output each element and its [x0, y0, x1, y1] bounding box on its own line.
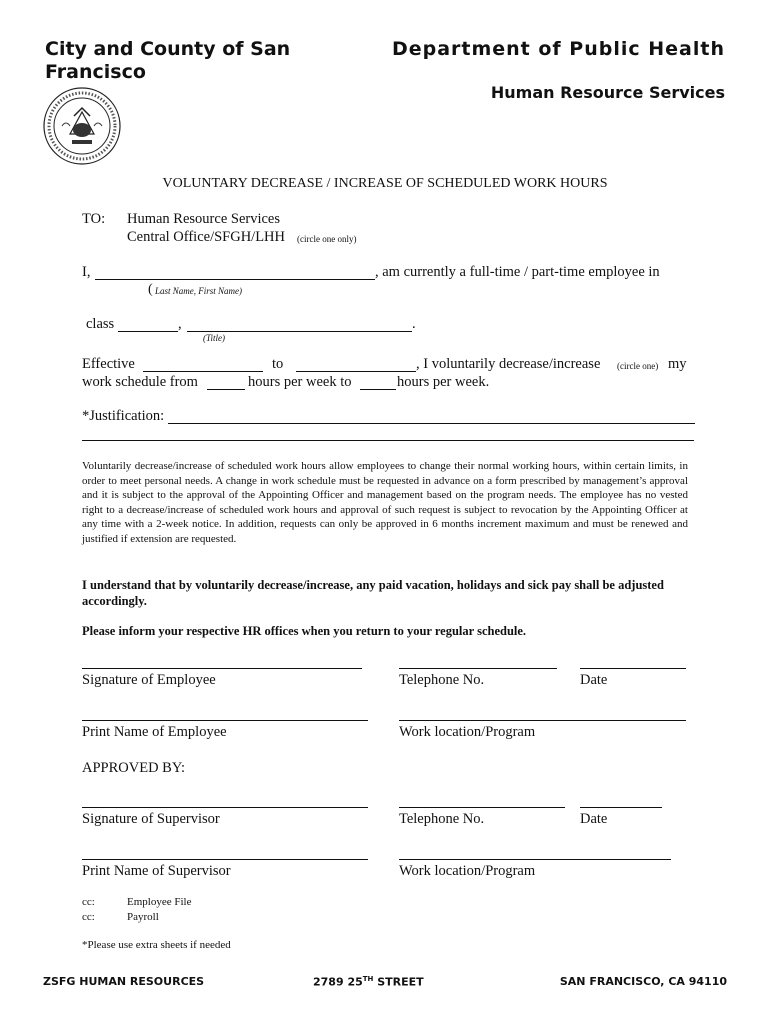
circle-one-note: (circle one only): [297, 234, 357, 244]
employee-date-field[interactable]: [580, 668, 686, 669]
effective-from-date-field[interactable]: [143, 371, 263, 372]
understand-statement: I understand that by voluntarily decrease/increase, any paid vacation, holidays and sick pay shall be adjusted accordingly.: [82, 578, 664, 608]
footer-city: SAN FRANCISCO, CA 94110: [559, 975, 727, 988]
footer-street: [313, 975, 424, 989]
org-name: City and County of San Francisco: [45, 38, 291, 83]
footer-street-num: 2789 25: [313, 975, 363, 989]
schedule-to-label: hours per week to: [248, 374, 352, 390]
footer-street-sup: TH: [362, 975, 374, 983]
employee-print-name-label: Print Name of Employee: [82, 724, 227, 740]
justification-label: *Justification:: [82, 408, 165, 424]
employee-work-location-label: Work location/Program: [399, 724, 536, 740]
cc-value-2: Payroll: [127, 911, 159, 923]
effective-to-label: to: [272, 356, 284, 372]
class-number-field[interactable]: [118, 331, 178, 332]
employee-suffix: , am currently a full-time / part-time employee in: [375, 264, 660, 280]
supervisor-telephone-label: Telephone No.: [399, 811, 485, 827]
title-caption: (Title): [203, 333, 225, 343]
justification-field-line1[interactable]: [168, 423, 695, 424]
footer-street-rest: STREET: [373, 975, 424, 989]
employee-telephone-label: Telephone No.: [399, 672, 485, 688]
supervisor-date-field[interactable]: [580, 807, 662, 808]
employee-print-name-field[interactable]: [82, 720, 368, 721]
form-title: VOLUNTARY DECREASE / INCREASE OF SCHEDULED WORK HOURS: [162, 176, 608, 191]
policy-paragraph: Voluntarily decrease/increase of scheduled work hours allow employees to change their normal working hours, within certain limits, in order to meet personal needs. A change in work schedule must be requested in advance on a form prescribed by management’s approval and it is subject to the approval of the Appointing Officer and management based on the program needs. The employee has no vested right to a decrease/increase of scheduled work hours and approval of such request is subject to revocation by the Appointing Officer at any time with a 2-week notice. In addition, requests can only be approved in 6 months increment maximum and must be renewed and justified if extension are requested.: [82, 460, 688, 545]
title-field[interactable]: [187, 331, 412, 332]
supervisor-signature-field[interactable]: [82, 807, 368, 808]
justification-field-line2[interactable]: [82, 440, 694, 441]
cc-label-1: cc:: [82, 896, 95, 908]
extra-sheets-note: *Please use extra sheets if needed: [82, 939, 231, 951]
to-line2: Central Office/SFGH/LHH: [127, 229, 285, 245]
to-line1: Human Resource Services: [127, 211, 281, 227]
effective-to-date-field[interactable]: [296, 371, 416, 372]
employee-work-location-field[interactable]: [399, 720, 686, 721]
cc-value-1: Employee File: [127, 896, 192, 908]
cc-label-2: cc:: [82, 911, 95, 923]
supervisor-telephone-field[interactable]: [399, 807, 565, 808]
employee-date-label: Date: [580, 672, 608, 688]
schedule-end-label: hours per week.: [397, 374, 490, 390]
employee-name-field[interactable]: [95, 279, 375, 280]
supervisor-print-name-field[interactable]: [82, 859, 368, 860]
hours-to-field[interactable]: [360, 389, 396, 390]
employee-signature-label: Signature of Employee: [82, 672, 216, 688]
department-name: Department of Public Health: [391, 38, 725, 60]
supervisor-work-location-label: Work location/Program: [399, 863, 536, 879]
approved-by-label: APPROVED BY:: [82, 760, 186, 776]
class-label: class: [86, 316, 115, 332]
inform-statement: Please inform your respective HR offices when you return to your regular schedule.: [82, 624, 527, 638]
schedule-from-label: work schedule from: [82, 374, 198, 390]
to-label: TO:: [82, 211, 106, 227]
supervisor-work-location-field[interactable]: [399, 859, 671, 860]
employee-telephone-field[interactable]: [399, 668, 557, 669]
class-comma: ,: [178, 316, 182, 332]
employee-signature-field[interactable]: [82, 668, 362, 669]
name-caption: Last Name, First Name): [155, 286, 243, 296]
city-seal-icon: [42, 86, 122, 166]
effective-label: Effective: [82, 356, 135, 372]
class-period: .: [412, 316, 416, 332]
name-caption-paren: (: [148, 282, 153, 297]
effective-text: , I voluntarily decrease/increase: [416, 356, 601, 372]
employee-prefix: I,: [82, 264, 91, 280]
effective-my: my: [668, 356, 687, 372]
supervisor-print-name-label: Print Name of Supervisor: [82, 863, 231, 879]
supervisor-signature-label: Signature of Supervisor: [82, 811, 220, 827]
circle-one-note-2: (circle one): [617, 361, 659, 371]
hours-from-field[interactable]: [207, 389, 245, 390]
supervisor-date-label: Date: [580, 811, 608, 827]
unit-name: Human Resource Services: [490, 83, 725, 102]
footer-org: ZSFG HUMAN RESOURCES: [43, 975, 205, 988]
